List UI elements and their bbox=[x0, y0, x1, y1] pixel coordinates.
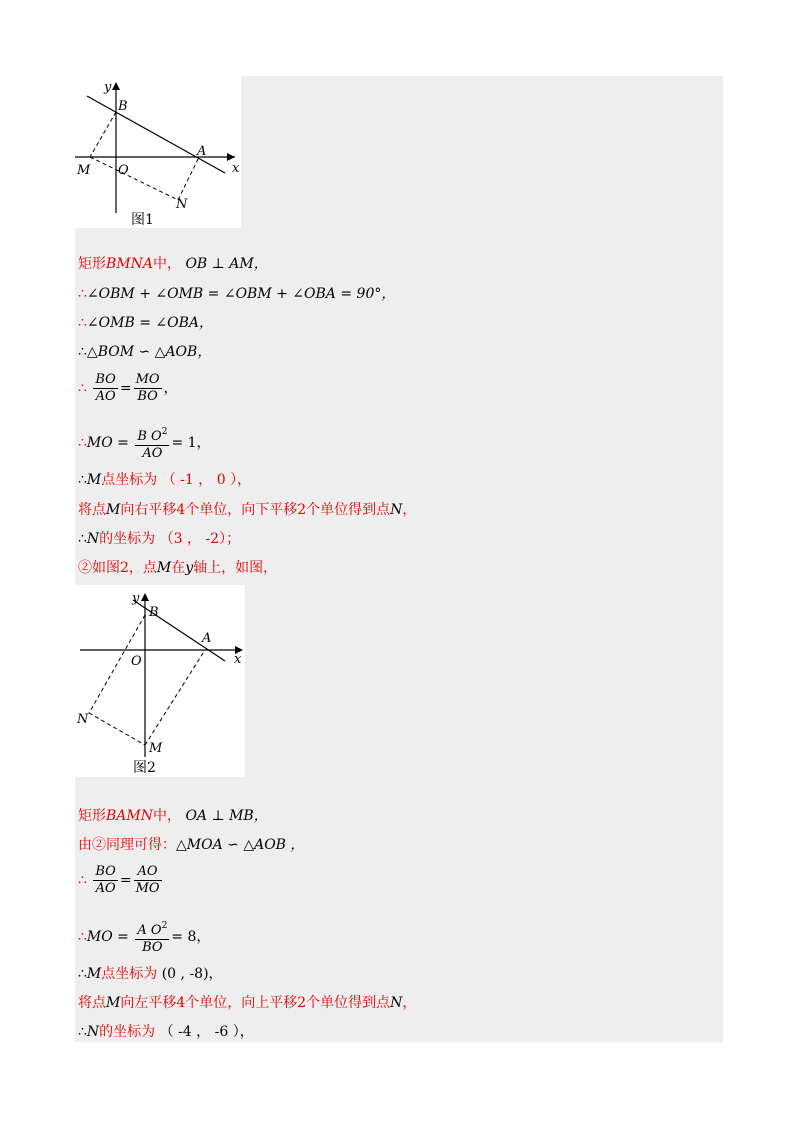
label-b: B bbox=[149, 605, 159, 620]
fraction-ao2-bo: $\frac{A O^2}{BO}$ bbox=[135, 918, 169, 956]
line-14: ∴MO = $\frac{A O^2}{BO}$ = 8， bbox=[78, 918, 210, 956]
label-b: B bbox=[118, 99, 128, 114]
fraction-bo-ao: $\frac{BO}{AO}$ bbox=[95, 864, 116, 896]
segment-nm bbox=[89, 713, 145, 745]
segment-bm bbox=[90, 112, 116, 157]
label-n: N bbox=[176, 197, 188, 212]
y-axis-arrow bbox=[112, 82, 120, 90]
segment-mn bbox=[90, 157, 178, 200]
label-n: N bbox=[77, 712, 89, 727]
line-6: ∴MO = $\frac{B O^2}{AO}$ = 1， bbox=[78, 424, 211, 462]
label-a: A bbox=[197, 144, 207, 159]
label-y: y bbox=[104, 80, 112, 95]
line-3: ∴∠OMB = ∠OBA， bbox=[78, 315, 213, 331]
line-16: 将点M向左平移4个单位，向上平移2个单位得到点N， bbox=[78, 995, 417, 1011]
label-x: x bbox=[232, 161, 240, 176]
line-7: ∴M点坐标为 （ -1 ， 0 ）， bbox=[78, 472, 252, 488]
line-4: ∴△BOM ∽ △AOB， bbox=[78, 344, 212, 360]
segment-ma bbox=[145, 650, 205, 745]
line-ab bbox=[87, 96, 225, 173]
label-o: O bbox=[118, 163, 129, 178]
line-9: ∴N的坐标为 （3 ， -2）； bbox=[78, 531, 241, 547]
fraction-ao-mo: $\frac{AO}{MO}$ bbox=[135, 864, 160, 896]
segment-na bbox=[178, 157, 199, 200]
label-x: x bbox=[234, 652, 242, 667]
label-o: O bbox=[131, 654, 142, 669]
label-a: A bbox=[202, 631, 212, 646]
y-axis-arrow bbox=[141, 593, 149, 601]
figure-1-diagram bbox=[75, 76, 241, 228]
figure-2-caption: 图2 bbox=[133, 760, 156, 776]
line-15: ∴M点坐标为 (0 , -8)， bbox=[78, 966, 223, 982]
figure-2-diagram bbox=[75, 585, 245, 777]
line-8: 将点M向右平移4个单位，向下平移2个单位得到点N， bbox=[78, 502, 417, 518]
line-2: ∴∠OBM + ∠OMB = ∠OBM + ∠OBA = 90°， bbox=[78, 286, 396, 302]
line-13: ∴ $\frac{BO}{AO}$ = $\frac{AO}{MO}$ bbox=[78, 864, 160, 896]
figure-2 bbox=[75, 585, 245, 777]
figure-1 bbox=[75, 76, 241, 228]
label-y: y bbox=[132, 591, 140, 606]
label-m: M bbox=[149, 741, 163, 756]
x-axis-arrow bbox=[227, 153, 235, 161]
line-11: 矩形BAMN中， OA ⊥ MB， bbox=[78, 808, 268, 824]
label-m: M bbox=[77, 163, 91, 178]
line-10: ②如图2，点M在y轴上，如图， bbox=[78, 560, 278, 576]
line-17: ∴N的坐标为 （ -4 ， -6 ）， bbox=[78, 1024, 254, 1040]
line-1: 矩形BMNA中， OB ⊥ AM， bbox=[78, 256, 268, 272]
fraction-bo2-ao: $\frac{B O^2}{AO}$ bbox=[135, 424, 169, 462]
line-12: 由②同理可得：△MOA ∽ △AOB ， bbox=[78, 837, 305, 853]
fraction-bo-ao: $\frac{BO}{AO}$ bbox=[95, 372, 116, 404]
figure-1-caption: 图1 bbox=[131, 212, 154, 228]
fraction-mo-bo: $\frac{MO}{BO}$ bbox=[135, 372, 160, 404]
line-5: ∴ $\frac{BO}{AO}$ = $\frac{MO}{BO}$ ， bbox=[78, 372, 178, 404]
